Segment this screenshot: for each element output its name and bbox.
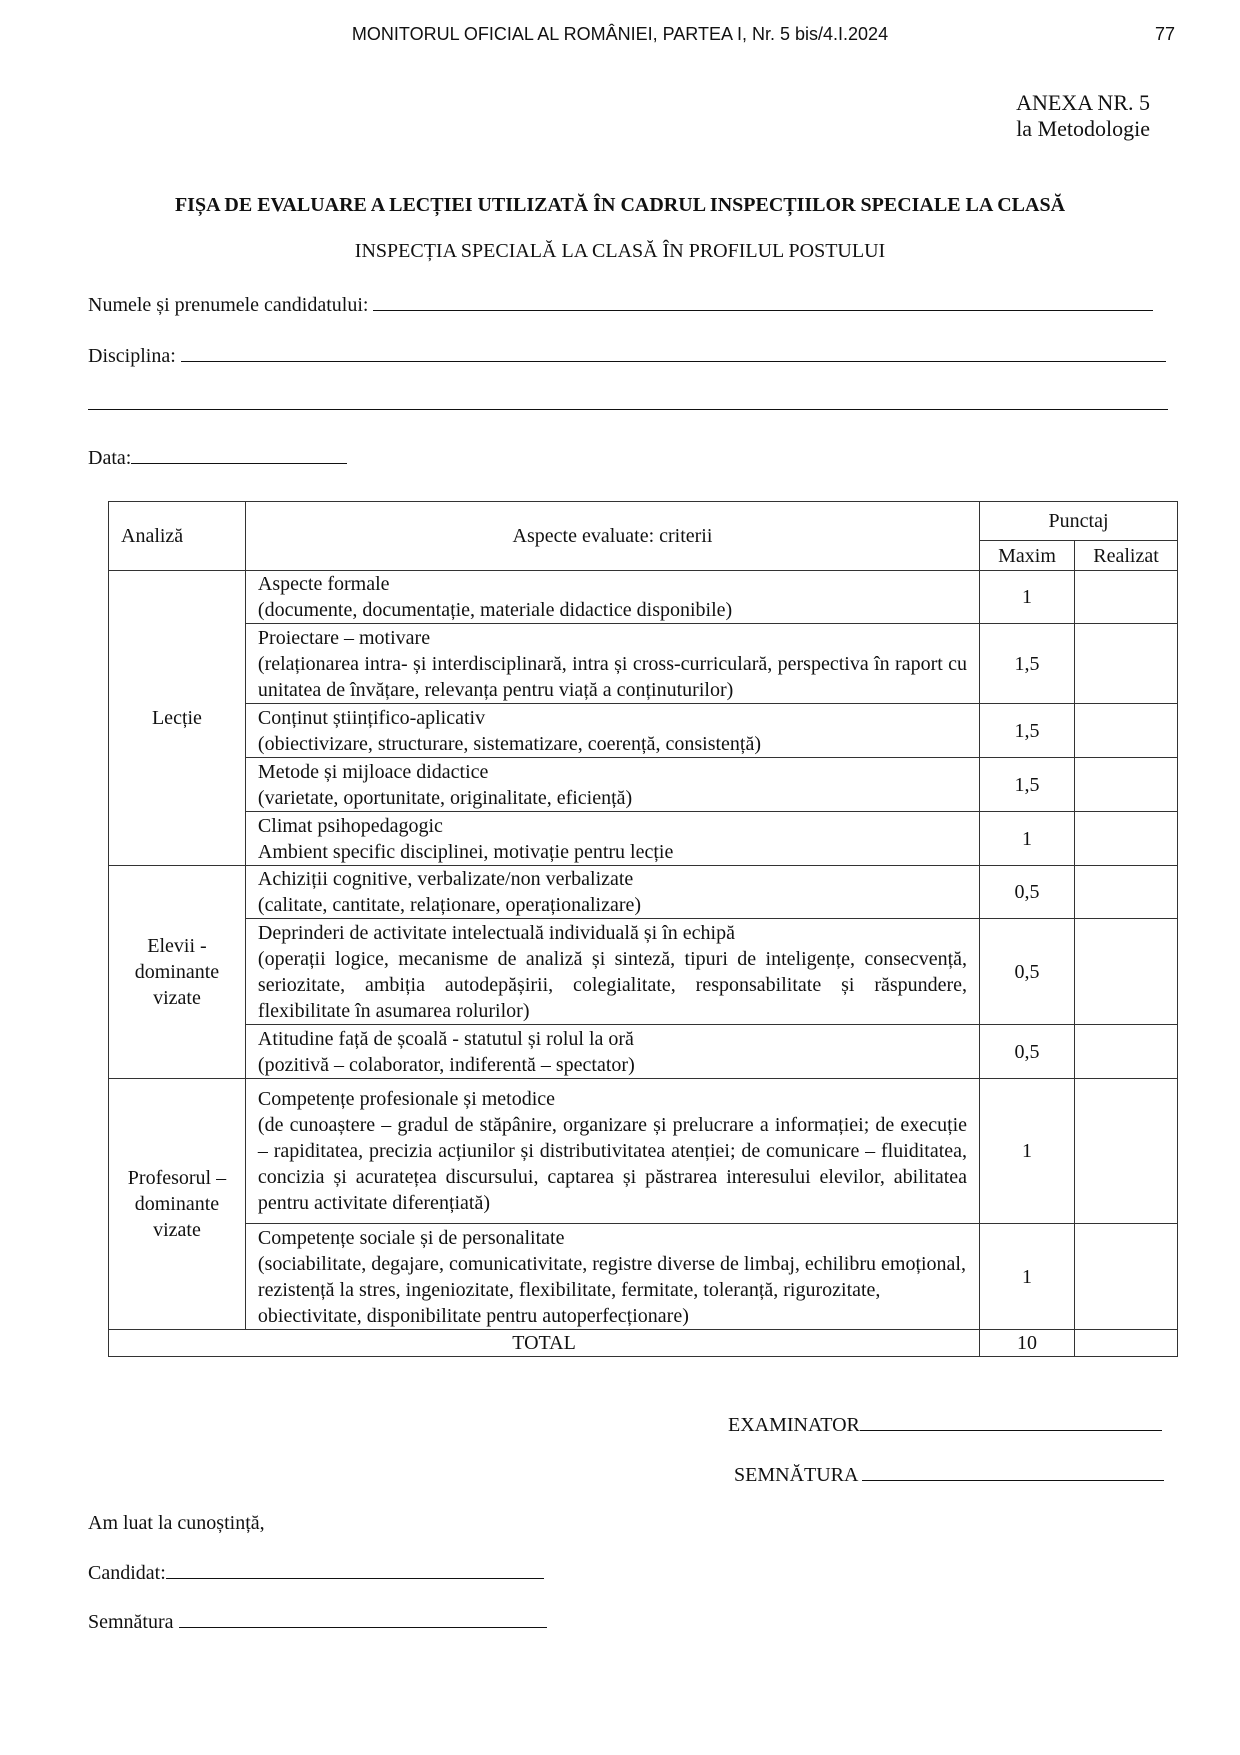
criterion-title: Climat psihopedagogic bbox=[257, 814, 443, 837]
achieved-score-cell[interactable] bbox=[1075, 866, 1178, 919]
max-score: 1 bbox=[980, 1079, 1075, 1224]
header-max: Maxim bbox=[980, 541, 1075, 571]
header-analysis: Analiză bbox=[109, 502, 246, 571]
criterion-cell bbox=[245, 919, 979, 1025]
max-score: 0,5 bbox=[980, 1025, 1075, 1079]
criterion-title: Conținut științifico-aplicativ bbox=[257, 706, 486, 729]
criterion-title: Competențe sociale și de personalitate bbox=[257, 1226, 565, 1249]
criterion-detail: Ambient specific disciplinei, motivație pentru lecție bbox=[257, 840, 674, 863]
total-achieved-cell[interactable] bbox=[1075, 1330, 1178, 1357]
page-number: 77 bbox=[1155, 24, 1176, 44]
acknowledgement-text: Am luat la cunoștință, bbox=[88, 1512, 265, 1534]
criterion-detail: (pozitivă – colaborator, indiferentă – spectator) bbox=[257, 1053, 635, 1076]
max-score: 0,5 bbox=[980, 866, 1075, 919]
total-max: 10 bbox=[980, 1330, 1075, 1357]
date-label: Data: bbox=[88, 447, 132, 469]
criterion-cell bbox=[245, 704, 979, 758]
achieved-score-cell[interactable] bbox=[1075, 704, 1178, 758]
candidate-name-line[interactable] bbox=[373, 290, 1153, 311]
header-score: Punctaj bbox=[980, 502, 1178, 541]
examiner-signature-label: SEMNĂTURA bbox=[734, 1464, 858, 1486]
header-achieved: Realizat bbox=[1075, 541, 1178, 571]
document-title: FIȘA DE EVALUARE A LECȚIEI UTILIZATĂ ÎN CADRUL INSPECȚIILOR SPECIALE LA CLASĂ bbox=[174, 194, 1066, 216]
candidate-name-field[interactable] bbox=[88, 290, 1153, 317]
criterion-title: Deprinderi de activitate intelectuală individuală și în echipă bbox=[257, 921, 735, 944]
max-score: 1 bbox=[980, 812, 1075, 866]
annex-reference: la Metodologie bbox=[1016, 116, 1150, 141]
achieved-score-cell[interactable] bbox=[1075, 571, 1178, 624]
criterion-cell bbox=[245, 1224, 979, 1330]
examiner-signature-field[interactable] bbox=[734, 1460, 1164, 1487]
criterion-detail: (sociabilitate, degajare, comunicativitate, registre diverse de limbaj, echilibru emoțional, rezistență la stres, ingeniozitate, flexibilitate, fermitate, toleranță, rigurozitate, obiectivitate, disponibilitate pentru autoperfecționare) bbox=[257, 1252, 966, 1327]
discipline-line[interactable] bbox=[181, 341, 1166, 362]
criterion-detail: (obiectivizare, structurare, sistematizare, coerență, consistență) bbox=[257, 732, 762, 755]
candidate-name-label: Numele și prenumele candidatului: bbox=[88, 294, 369, 316]
examiner-signature-line[interactable] bbox=[862, 1460, 1164, 1481]
max-score: 0,5 bbox=[980, 919, 1075, 1025]
evaluation-table bbox=[108, 501, 1178, 1357]
group-label: Profesorul – dominante vizate bbox=[109, 1079, 246, 1330]
criterion-title: Proiectare – motivare bbox=[257, 626, 431, 649]
criterion-cell bbox=[245, 1025, 979, 1079]
candidate-field[interactable] bbox=[88, 1558, 544, 1585]
criterion-title: Metode și mijloace didactice bbox=[257, 760, 489, 783]
candidate-line[interactable] bbox=[166, 1558, 544, 1579]
candidate-label: Candidat: bbox=[88, 1562, 166, 1584]
max-score: 1,5 bbox=[980, 758, 1075, 812]
max-score: 1,5 bbox=[980, 704, 1075, 758]
criterion-cell bbox=[245, 758, 979, 812]
document-subtitle: INSPECȚIA SPECIALĂ LA CLASĂ ÎN PROFILUL POSTULUI bbox=[354, 240, 886, 262]
criterion-detail: (calitate, cantitate, relaționare, operaționalizare) bbox=[257, 894, 642, 916]
examiner-field[interactable] bbox=[728, 1410, 1162, 1437]
date-field[interactable] bbox=[88, 443, 347, 470]
criterion-title: Achiziții cognitive, verbalizate/non verbalizate bbox=[257, 868, 634, 890]
total-label: TOTAL bbox=[109, 1330, 980, 1357]
group-label: Lecție bbox=[109, 571, 246, 866]
criterion-detail: (documente, documentație, materiale didactice disponibile) bbox=[257, 599, 733, 621]
achieved-score-cell[interactable] bbox=[1075, 1025, 1178, 1079]
criterion-cell bbox=[245, 571, 979, 624]
criterion-cell bbox=[245, 1079, 979, 1224]
criterion-detail: (relaționarea intra- și interdisciplinară, intra și cross-curriculară, perspectiva în raport cu unitatea de învățare, relevanța pentru viață a conținuturilor) bbox=[257, 652, 968, 701]
achieved-score-cell[interactable] bbox=[1075, 624, 1178, 704]
achieved-score-cell[interactable] bbox=[1075, 758, 1178, 812]
criterion-title: Competențe profesionale și metodice bbox=[257, 1088, 556, 1110]
publication-header: MONITORUL OFICIAL AL ROMÂNIEI, PARTEA I, Nr. 5 bis/4.I.2024 bbox=[351, 24, 889, 44]
annex-number: ANEXA NR. 5 bbox=[1016, 90, 1150, 115]
achieved-score-cell[interactable] bbox=[1075, 812, 1178, 866]
criterion-cell bbox=[245, 624, 979, 704]
discipline-label: Disciplina: bbox=[88, 345, 176, 367]
achieved-score-cell[interactable] bbox=[1075, 1224, 1178, 1330]
criterion-title: Aspecte formale bbox=[257, 573, 390, 595]
date-line[interactable] bbox=[131, 443, 347, 464]
criterion-cell bbox=[245, 812, 979, 866]
examiner-line[interactable] bbox=[860, 1410, 1162, 1431]
max-score: 1,5 bbox=[980, 624, 1075, 704]
criterion-cell bbox=[245, 866, 979, 919]
discipline-field[interactable] bbox=[88, 341, 1166, 368]
candidate-signature-label: Semnătura bbox=[88, 1611, 174, 1633]
max-score: 1 bbox=[980, 571, 1075, 624]
criterion-detail: (varietate, oportunitate, originalitate, eficiență) bbox=[257, 786, 633, 809]
criterion-detail: (operații logice, mecanisme de analiză și sinteză, tipuri de inteligențe, consecvență, seriozitate, ambiția autodepășirii, colegialitate, responsabilitate și răspundere, flexibilitate în asumarea rolurilor) bbox=[257, 947, 968, 1022]
achieved-score-cell[interactable] bbox=[1075, 919, 1178, 1025]
discipline-extra-line[interactable] bbox=[88, 389, 1168, 410]
group-label: Elevii - dominante vizate bbox=[109, 866, 246, 1079]
header-criteria: Aspecte evaluate: criterii bbox=[245, 502, 979, 571]
achieved-score-cell[interactable] bbox=[1075, 1079, 1178, 1224]
criterion-detail: (de cunoaștere – gradul de stăpânire, organizare și prelucrare a informației; de execuție – rapiditatea, precizia acțiunilor și distributivitatea atenției; de comunicare – fluiditatea, concizia și acuratețea discursului, captarea și păstrarea interesului elevilor, abilitatea pentru activitate diferențiată) bbox=[257, 1114, 968, 1214]
max-score: 1 bbox=[980, 1224, 1075, 1330]
candidate-signature-field[interactable] bbox=[88, 1607, 547, 1634]
criterion-title: Atitudine față de școală - statutul și rolul la oră bbox=[257, 1027, 634, 1050]
examiner-label: EXAMINATOR bbox=[728, 1414, 860, 1436]
annex-label bbox=[1016, 90, 1150, 142]
candidate-signature-line[interactable] bbox=[179, 1607, 547, 1628]
